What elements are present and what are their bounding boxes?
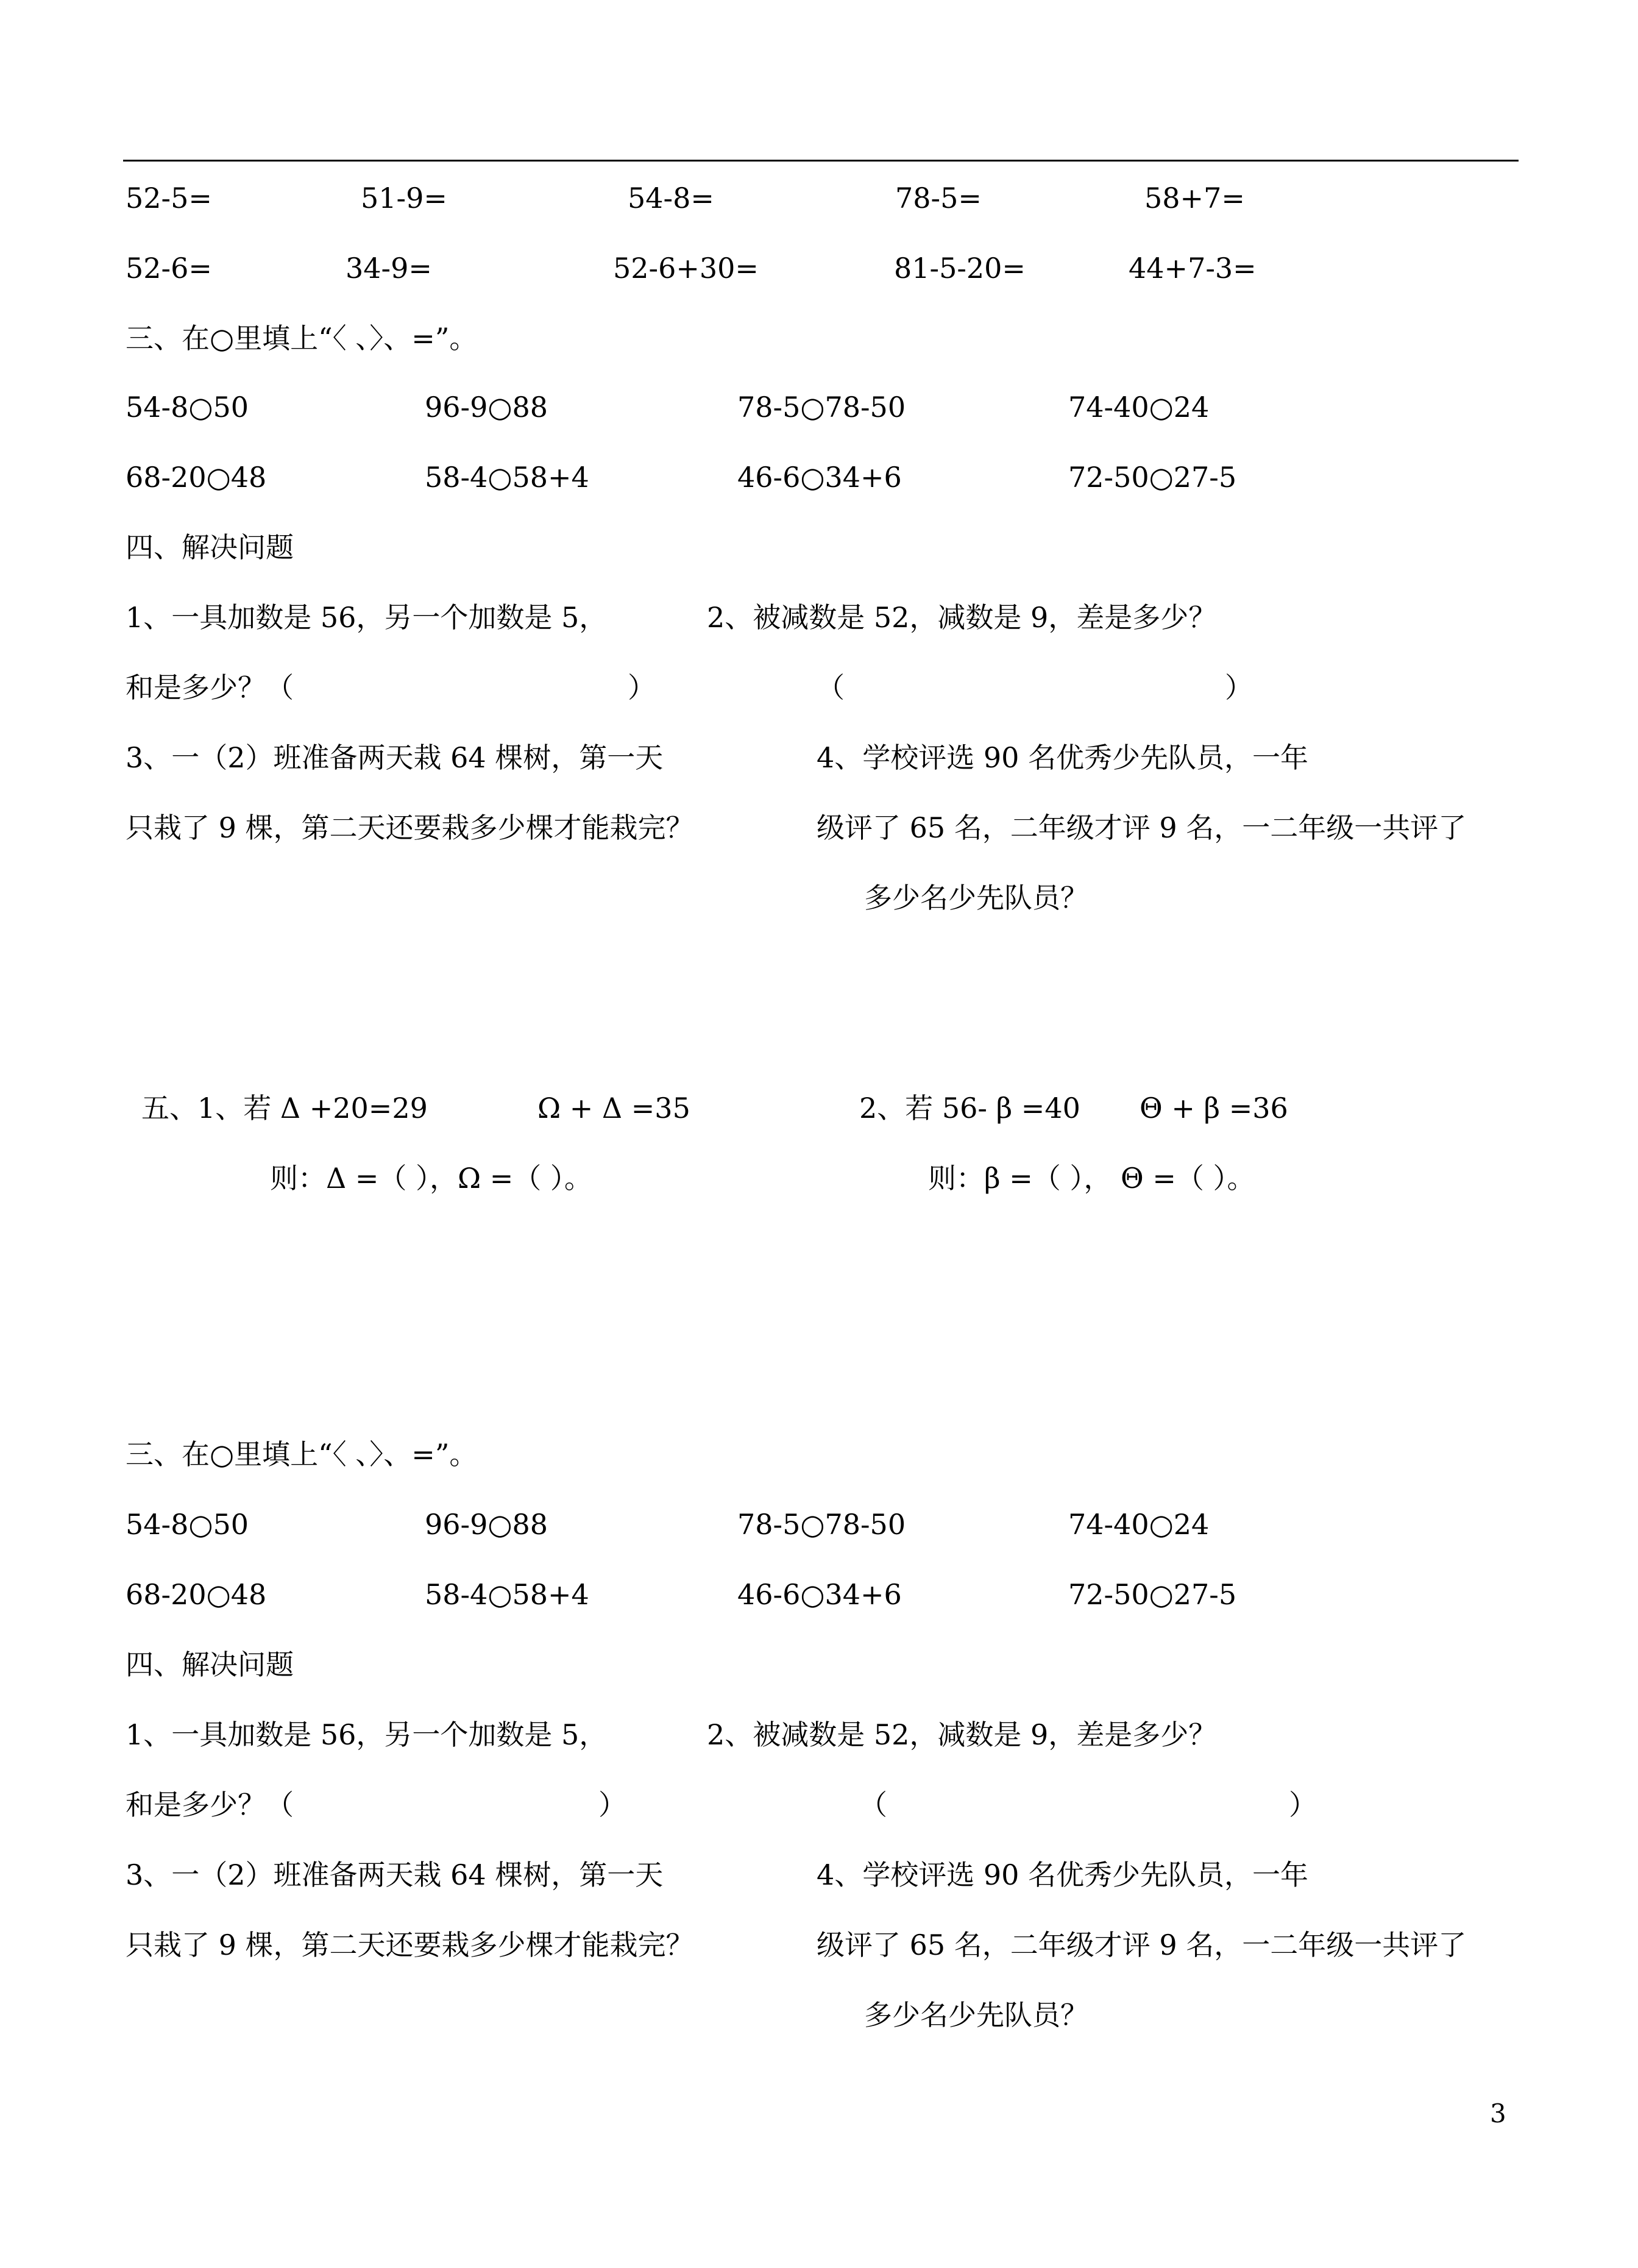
section-title: 三、在○里填上“〈 、〉、=”。 (126, 322, 478, 355)
problem-text: 和是多少？（ (126, 1788, 294, 1821)
calc-item: 34-9= (346, 252, 432, 285)
header-rule (123, 160, 1519, 162)
compare-item: 58-4○58+4 (425, 461, 589, 494)
compare-item: 68-20○48 (126, 461, 267, 494)
problem-text: 1、一具加数是 56，另一个加数是 5， (126, 601, 608, 634)
problem-text: 级评了 65 名，二年级才评 9 名，一二年级一共评了 (817, 811, 1467, 844)
problem-text: 多少名少先队员？ (864, 1999, 1088, 2032)
compare-item: 54-8○50 (126, 391, 249, 424)
compare-item: 46-6○34+6 (737, 1578, 902, 1611)
problem-text: 4、学校评选 90 名优秀少先队员，一年 (817, 1858, 1309, 1891)
puzzle-text: 2、若 56- β =40 (859, 1092, 1080, 1125)
problem-text: 3、一（2）班准备两天栽 64 棵树，第一天 (126, 1858, 664, 1891)
section-title: 四、解决问题 (126, 1648, 294, 1681)
puzzle-text: 五、1、若 Δ +20=29 (141, 1092, 428, 1125)
answer-paren: ） (1225, 671, 1253, 704)
calc-item: 52-6= (126, 252, 212, 285)
problem-text: 只栽了 9 棵，第二天还要栽多少棵才能栽完？ (126, 811, 694, 844)
calc-item: 44+7-3= (1129, 252, 1257, 285)
compare-item: 74-40○24 (1068, 391, 1210, 424)
compare-item: 96-9○88 (425, 1508, 548, 1541)
answer-paren: ） (628, 671, 656, 704)
problem-text: 2、被减数是 52，减数是 9，差是多少？ (707, 601, 1217, 634)
calc-item: 81-5-20= (894, 252, 1026, 285)
compare-item: 96-9○88 (425, 391, 548, 424)
problem-text: 只栽了 9 棵，第二天还要栽多少棵才能栽完？ (126, 1929, 694, 1961)
compare-item: 68-20○48 (126, 1578, 267, 1611)
section-title: 四、解决问题 (126, 531, 294, 564)
compare-item: 58-4○58+4 (425, 1578, 589, 1611)
compare-item: 72-50○27-5 (1068, 461, 1237, 494)
compare-item: 78-5○78-50 (737, 1508, 906, 1541)
calc-item: 51-9= (361, 182, 447, 215)
answer-paren: ） (598, 1788, 626, 1821)
page-number: 3 (1490, 2099, 1506, 2128)
calc-item: 52-5= (126, 182, 212, 215)
problem-text: 4、学校评选 90 名优秀少先队员，一年 (817, 741, 1309, 774)
puzzle-text: 则：Δ =（ ），Ω =（ ）。 (270, 1162, 592, 1195)
answer-paren: （ (859, 1788, 887, 1821)
calc-item: 52-6+30= (613, 252, 759, 285)
answer-paren: （ (817, 671, 845, 704)
problem-text: 3、一（2）班准备两天栽 64 棵树，第一天 (126, 741, 664, 774)
answer-paren: ） (1289, 1788, 1317, 1821)
problem-text: 1、一具加数是 56，另一个加数是 5， (126, 1718, 608, 1751)
compare-item: 72-50○27-5 (1068, 1578, 1237, 1611)
problem-text: 级评了 65 名，二年级才评 9 名，一二年级一共评了 (817, 1929, 1467, 1961)
puzzle-text: Ω + Δ =35 (537, 1092, 690, 1125)
compare-item: 54-8○50 (126, 1508, 249, 1541)
compare-item: 78-5○78-50 (737, 391, 906, 424)
puzzle-text: Θ + β =36 (1140, 1092, 1288, 1125)
compare-item: 46-6○34+6 (737, 461, 902, 494)
compare-item: 74-40○24 (1068, 1508, 1210, 1541)
section-title: 三、在○里填上“〈 、〉、=”。 (126, 1438, 478, 1471)
problem-text: 和是多少？（ (126, 671, 294, 704)
calc-item: 78-5= (895, 182, 982, 215)
problem-text: 2、被减数是 52，减数是 9，差是多少？ (707, 1718, 1217, 1751)
puzzle-text: 则：β =（ ）， Θ =（ ）。 (928, 1162, 1255, 1195)
calc-item: 58+7= (1144, 182, 1245, 215)
calc-item: 54-8= (628, 182, 714, 215)
problem-text: 多少名少先队员？ (864, 881, 1088, 914)
